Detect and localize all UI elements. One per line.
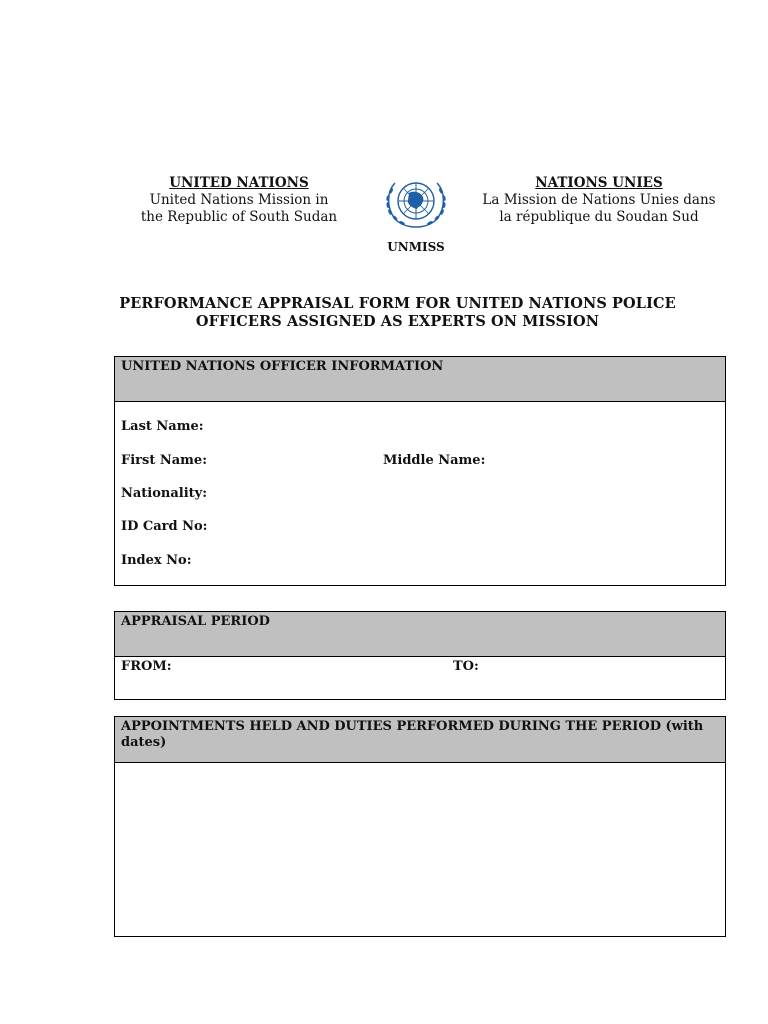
form-title [110, 295, 685, 331]
from-field[interactable]: FROM: [121, 659, 172, 674]
header-right-title: NATIONS UNIES [535, 175, 663, 191]
header-left-line2: the Republic of South Sudan [140, 209, 338, 225]
form-title-line1: PERFORMANCE APPRAISAL FORM FOR UNITED NATIONS POLICE [119, 295, 676, 312]
index-no-field[interactable]: Index No: [121, 553, 192, 568]
header-right-line2: la république du Soudan Sud [499, 209, 699, 225]
header-right [482, 175, 716, 226]
to-field[interactable]: TO: [453, 659, 479, 674]
nationality-field[interactable]: Nationality: [121, 486, 208, 501]
appraisal-period-heading: APPRAISAL PERIOD [115, 612, 725, 657]
appraisal-period-section [114, 611, 726, 700]
header-left-line1: United Nations Mission in [149, 192, 329, 208]
un-emblem-icon [383, 175, 449, 229]
last-name-field[interactable]: Last Name: [121, 419, 204, 434]
form-title-line2: OFFICERS ASSIGNED AS EXPERTS ON MISSION [195, 313, 600, 330]
middle-name-field[interactable]: Middle Name: [383, 453, 486, 468]
officer-info-heading: UNITED NATIONS OFFICER INFORMATION [115, 357, 725, 402]
appointments-body[interactable] [115, 763, 725, 933]
appointments-heading: APPOINTMENTS HELD AND DUTIES PERFORMED DURING THE PERIOD (with dates) [115, 717, 725, 763]
header-right-line1: La Mission de Nations Unies dans [482, 192, 716, 208]
first-name-field[interactable]: First Name: [121, 453, 207, 468]
header-left-title: UNITED NATIONS [169, 175, 309, 191]
id-card-field[interactable]: ID Card No: [121, 519, 208, 534]
officer-info-section [114, 356, 726, 586]
mission-acronym: UNMISS [387, 240, 445, 254]
appointments-section [114, 716, 726, 937]
header-left [138, 175, 340, 226]
